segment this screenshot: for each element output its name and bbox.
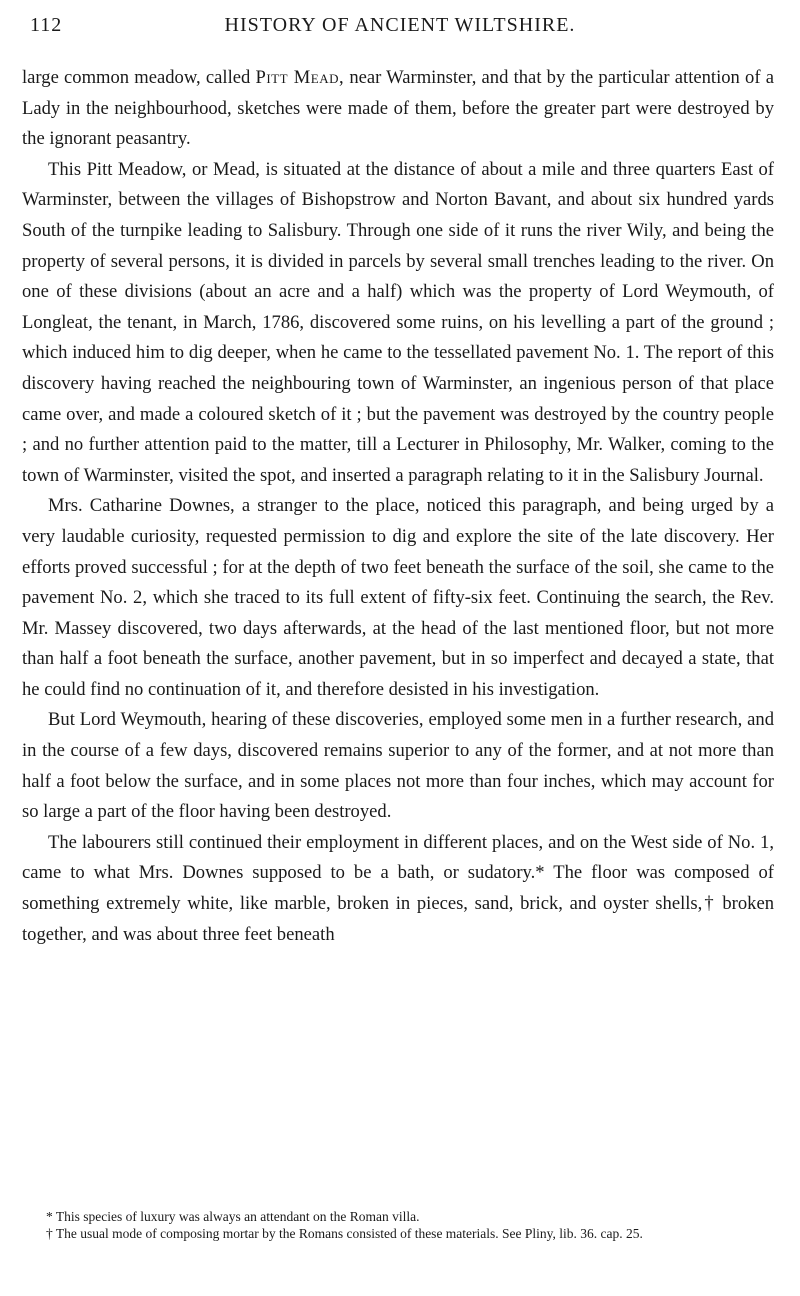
footnote-2: † The usual mode of composing mortar by the Romans consisted of these materials. See Pliny, lib. 36. cap. 25. [46, 1226, 643, 1241]
page-header [22, 14, 778, 44]
paragraph-1-text-before: large common meadow, called [22, 67, 256, 88]
footnote-1: * This species of luxury was always an attendant on the Roman villa. [46, 1209, 420, 1224]
paragraph-5: The labourers still continued their employment in different places, and on the West side of No. 1, came to what Mrs. Downes supposed to be a bath, or sudatory.* The floor was composed of something extremely white, like marble, broken in pieces, sand, brick, and oyster shells,† broken together, and was about three feet beneath [22, 831, 774, 945]
footnotes [22, 1208, 774, 1242]
paragraph-1 [22, 63, 774, 155]
running-title: HISTORY OF ANCIENT WILTSHIRE. [224, 14, 576, 36]
paragraph-1-text-after: near Warminster, and that by the particular attention of a Lady in the neighbourhood, sketches were made of them, before the greater part were destroyed by the ignorant peasantry. [22, 67, 774, 150]
paragraph-3: Mrs. Catharine Downes, a stranger to the place, noticed this paragraph, and being urged by a very laudable curiosity, requested permission to dig and explore the site of the late discovery. Her efforts proved successful ; for at the depth of two feet beneath the surface of the soil, she came to the pavement No. 2, which she traced to its full extent of fifty-six feet. Continuing the search, the Rev. Mr. Massey discovered, two days afterwards, at the head of the last mentioned floor, but not more than half a foot beneath the surface, another pavement, but in so imperfect and decayed a state, that he could find no continuation of it, and therefore desisted in his investigation. [22, 495, 774, 700]
place-name-pitt-mead: Pitt Mead, [255, 67, 345, 88]
paragraph-2: This Pitt Meadow, or Mead, is situated at the distance of about a mile and three quarters East of Warminster, between the villages of Bishopstrow and Norton Bavant, and about six hundred yards South of the turnpike leading to Salisbury. Through one side of it runs the river Wily, and being the property of several persons, it is divided in parcels by several small trenches leading to the river. On one of these divisions (about an acre and a half) which was the property of Lord Weymouth, of Longleat, the tenant, in March, 1786, discovered some ruins, on his levelling a part of the ground ; which induced him to dig deeper, when he came to the tessellated pavement No. 1. The report of this discovery having reached the neighbouring town of Warminster, an ingenious person of that place came over, and made a coloured sketch of it ; but the pavement was destroyed by the country people ; and no further attention paid to the matter, till a Lecturer in Philosophy, Mr. Walker, coming to the town of Warminster, visited the spot, and inserted a paragraph relating to it in the Salisbury Journal. [22, 158, 774, 486]
body-text [22, 63, 774, 950]
page-number: 112 [30, 14, 63, 36]
paragraph-4: But Lord Weymouth, hearing of these discoveries, employed some men in a further research, and in the course of a few days, discovered remains superior to any of the former, and at not more than half a foot below the surface, and in some places not more than four inches, which may account for so large a part of the floor having been destroyed. [22, 709, 774, 823]
